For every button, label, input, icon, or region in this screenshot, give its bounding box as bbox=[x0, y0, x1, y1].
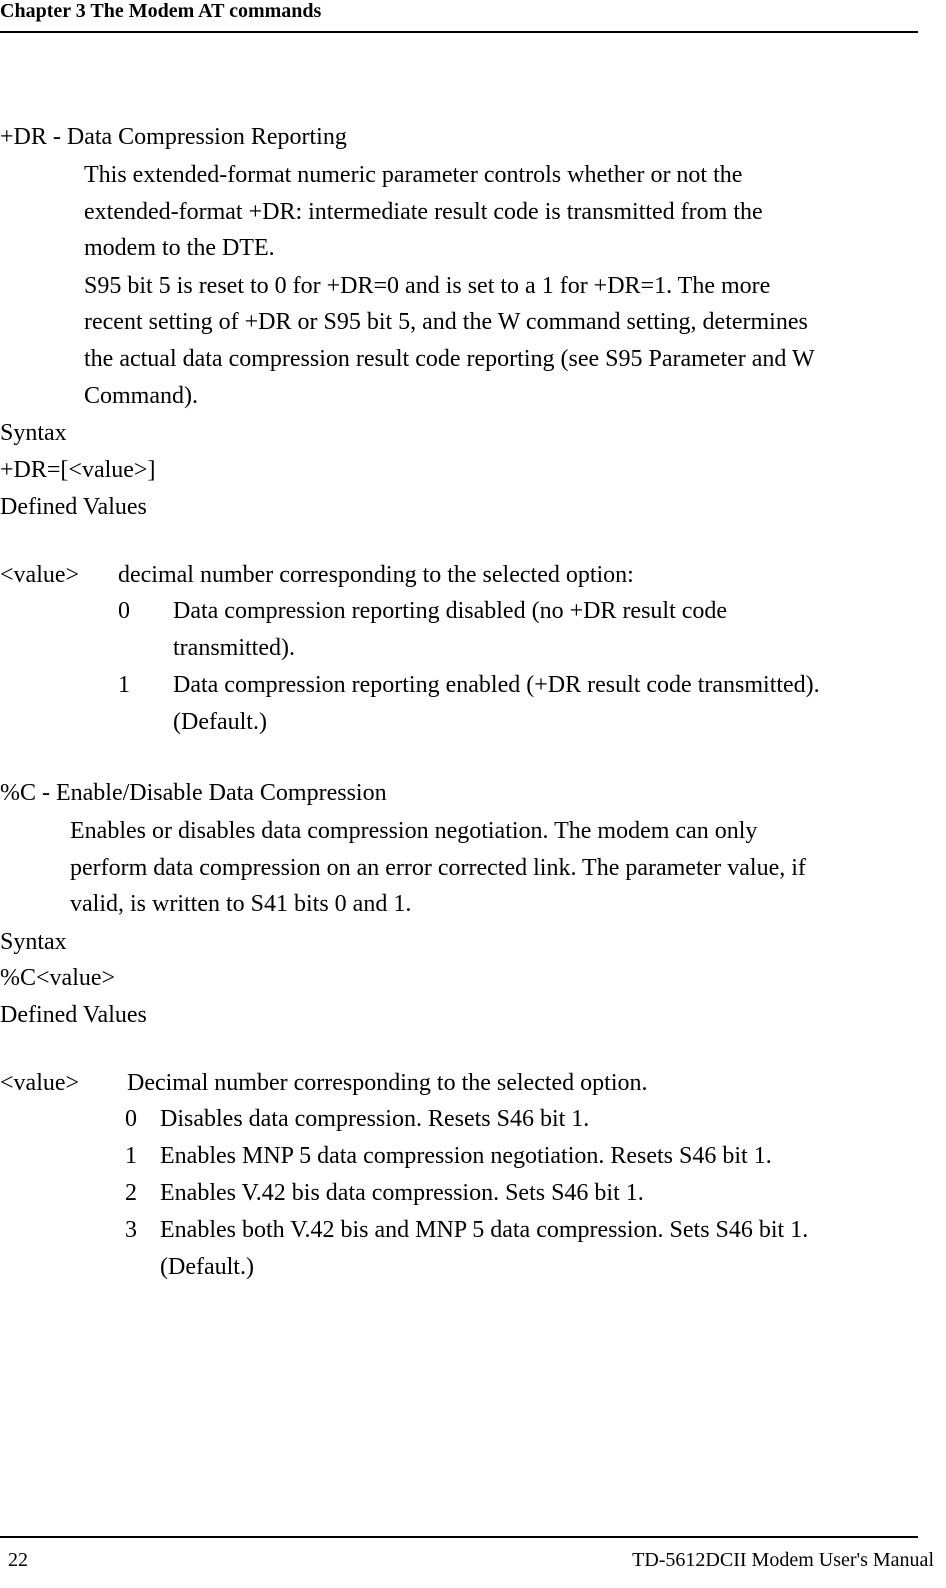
dr-value-description: decimal number corresponding to the selected option: bbox=[118, 562, 634, 588]
dr-description-line: modem to the DTE. bbox=[84, 235, 275, 261]
page-number: 22 bbox=[8, 1549, 28, 1571]
c-syntax: %C<value> bbox=[0, 965, 116, 991]
manual-title: TD-5612DCII Modem User's Manual bbox=[632, 1549, 934, 1571]
dr-syntax: +DR=[<value>] bbox=[0, 457, 156, 483]
c-option-value: 2 bbox=[125, 1180, 137, 1206]
dr-description-line: Command). bbox=[84, 383, 198, 409]
c-option-text: Enables V.42 bis data compression. Sets S46 bit 1. bbox=[160, 1180, 644, 1206]
dr-description-line: This extended-format numeric parameter controls whether or not the bbox=[84, 162, 743, 188]
c-option-value: 0 bbox=[125, 1106, 137, 1132]
footer-rule bbox=[0, 1536, 918, 1538]
dr-description-line: S95 bit 5 is reset to 0 for +DR=0 and is set to a 1 for +DR=1. The more bbox=[84, 273, 771, 299]
c-option-value: 3 bbox=[125, 1217, 137, 1243]
dr-option-value: 0 bbox=[118, 598, 130, 624]
c-description-line: perform data compression on an error corrected link. The parameter value, if bbox=[70, 855, 806, 881]
dr-description-line: recent setting of +DR or S95 bit 5, and the W command setting, determines bbox=[84, 309, 808, 335]
dr-section-title: +DR - Data Compression Reporting bbox=[0, 124, 347, 150]
dr-option-text: Data compression reporting enabled (+DR result code transmitted). bbox=[173, 672, 820, 698]
header-rule bbox=[0, 31, 918, 33]
c-value-label: <value> bbox=[0, 1070, 80, 1096]
c-description-line: valid, is written to S41 bits 0 and 1. bbox=[70, 891, 412, 917]
c-option-value: 1 bbox=[125, 1143, 137, 1169]
dr-syntax-label: Syntax bbox=[0, 420, 67, 446]
dr-value-label: <value> bbox=[0, 562, 80, 588]
dr-description-line: extended-format +DR: intermediate result code is transmitted from the bbox=[84, 199, 763, 225]
dr-description-line: the actual data compression result code reporting (see S95 Parameter and W bbox=[84, 346, 815, 372]
c-description-line: Enables or disables data compression negotiation. The modem can only bbox=[70, 818, 758, 844]
c-option-text: Disables data compression. Resets S46 bit 1. bbox=[160, 1106, 590, 1132]
c-syntax-label: Syntax bbox=[0, 929, 67, 955]
c-option-text: Enables MNP 5 data compression negotiation. Resets S46 bit 1. bbox=[160, 1143, 772, 1169]
dr-option-text: Data compression reporting disabled (no +DR result code bbox=[173, 598, 728, 624]
c-section-title: %C - Enable/Disable Data Compression bbox=[0, 780, 387, 806]
dr-defined-values-label: Defined Values bbox=[0, 494, 147, 520]
chapter-title: Chapter 3 The Modem AT commands bbox=[0, 0, 322, 22]
c-value-description: Decimal number corresponding to the selected option. bbox=[127, 1070, 648, 1096]
c-option-text: Enables both V.42 bis and MNP 5 data compression. Sets S46 bit 1. bbox=[160, 1217, 809, 1243]
dr-option-value: 1 bbox=[118, 672, 130, 698]
c-defined-values-label: Defined Values bbox=[0, 1002, 147, 1028]
dr-option-text: transmitted). bbox=[173, 635, 295, 661]
c-option-text: (Default.) bbox=[160, 1254, 254, 1280]
dr-option-text: (Default.) bbox=[173, 709, 267, 735]
